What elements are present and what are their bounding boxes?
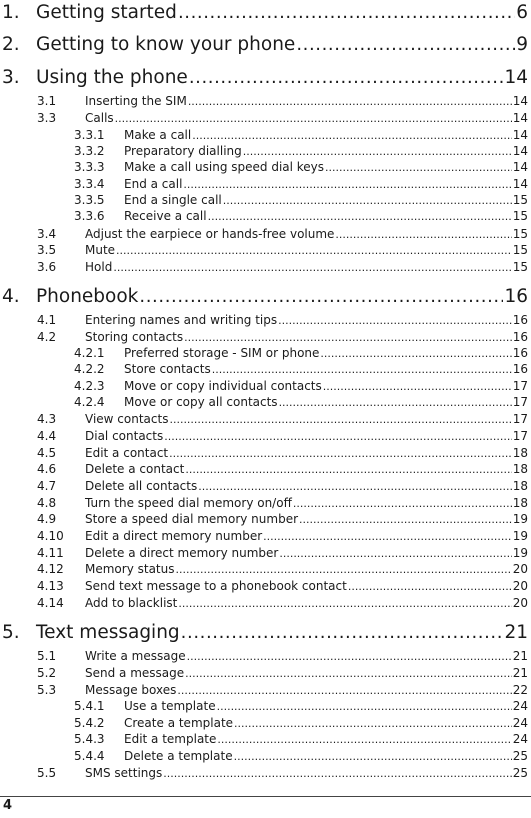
toc-entry-title: Message boxes [85,683,177,697]
toc-dot-leader [187,648,512,665]
toc-dot-leader [293,495,512,512]
toc-entry-page: 20 [512,562,528,576]
toc-entry-page: 20 [512,579,528,593]
toc-entry-page: 18 [512,446,528,460]
toc-entry-3-3-4[interactable] [74,176,528,192]
toc-dot-leader [348,578,512,595]
toc-entry-number: 4.1 [37,313,57,327]
toc-entry-title: Memory status [85,562,175,576]
toc-entry-5-5[interactable] [37,765,528,781]
toc-entry-title: Send a message [85,666,185,680]
toc-entry-number: 4.2.1 [74,346,105,360]
toc-entry-page: 25 [512,766,528,780]
toc-entry-title: Store contacts [124,362,211,376]
toc-entry-title: Entering names and writing tips [85,313,278,327]
toc-dot-leader [164,428,511,445]
toc-entry-title: Make a call using speed dial keys [124,160,325,174]
toc-entry-page: 15 [512,227,528,241]
toc-dot-leader [163,765,511,782]
toc-entry-number: 3.3.6 [74,209,105,223]
toc-entry-5-2[interactable] [37,665,528,681]
toc-entry-number: 3.1 [37,94,57,108]
toc-entry-number: 3.3 [37,111,57,125]
toc-entry-page: 18 [512,496,528,510]
toc-dot-leader [115,110,512,127]
toc-entry-page: 21 [512,649,528,663]
toc-entry-number: 4.11 [37,546,64,560]
toc-dot-leader [116,242,512,259]
toc-dot-leader [323,378,512,395]
toc-entry-page: 15 [512,209,528,223]
toc-entry-title: Make a call [124,128,192,142]
toc-entry-4-2[interactable] [37,329,528,345]
toc-entry-number: 5.3 [37,683,57,697]
toc-entry-page: 21 [512,666,528,680]
toc-dot-leader [169,411,511,428]
toc-entry-page: 16 [512,362,528,376]
toc-entry-3-3[interactable] [37,110,528,126]
toc-entry-number: 5.1 [37,649,57,663]
toc-entry-3-6[interactable] [37,259,528,275]
toc-entry-number: 3.3.1 [74,128,105,142]
toc-entry-4-9[interactable] [37,511,528,527]
toc-entry-4-12[interactable] [37,561,528,577]
toc-entry-5-4-2[interactable] [74,715,528,731]
toc-entry-5-3[interactable] [37,682,528,698]
toc-entry-page: 17 [512,412,528,426]
toc-entry-title: Storing contacts [85,330,184,344]
toc-entry-page: 14 [512,160,528,174]
toc-entry-title: Delete a contact [85,462,185,476]
toc-entry-page: 16 [512,313,528,327]
toc-entry-4-7[interactable] [37,478,528,494]
toc-dot-leader [178,595,511,612]
toc-entry-5[interactable] [2,620,528,646]
toc-entry-5-1[interactable] [37,648,528,664]
footer-divider [0,796,531,797]
toc-entry-4-1[interactable] [37,312,528,328]
toc-entry-4-4[interactable] [37,428,528,444]
toc-entry-title: Add to blacklist [85,596,178,610]
toc-dot-leader [208,208,512,225]
toc-entry-title: Phonebook [36,286,139,307]
toc-entry-title: Using the phone [36,67,188,88]
toc-dot-leader [181,620,504,646]
toc-entry-number: 4.12 [37,562,64,576]
toc-entry-5-4-1[interactable] [74,698,528,714]
toc-entry-page: 16 [512,330,528,344]
toc-entry-page: 19 [512,546,528,560]
toc-dot-leader [263,528,512,545]
toc-entry-number: 3. [2,67,20,88]
toc-entry-title: View contacts [85,412,169,426]
toc-entry-number: 5.2 [37,666,57,680]
toc-entry-title: Use a template [124,699,216,713]
toc-entry-title: Preferred storage - SIM or phone [124,346,320,360]
toc-entry-page: 9 [516,34,528,55]
toc-entry-number: 4.2.3 [74,379,105,393]
toc-entry-title: Getting to know your phone [36,34,296,55]
toc-entry-page: 6 [516,2,528,23]
toc-entry-title: Dial contacts [85,429,164,443]
toc-entry-3-3-6[interactable] [74,208,528,224]
toc-entry-title: Send text message to a phonebook contact [85,579,347,593]
toc-dot-leader [279,545,511,562]
toc-dot-leader [234,715,512,732]
toc-entry-page: 15 [512,260,528,274]
toc-entry-title: Text messaging [36,622,180,643]
toc-entry-number: 5.4.2 [74,716,105,730]
toc-entry-2[interactable] [2,32,528,58]
toc-entry-page: 18 [512,462,528,476]
toc-dot-leader [212,361,512,378]
toc-entry-page: 25 [512,749,528,763]
toc-entry-page: 14 [512,111,528,125]
toc-entry-number: 4.13 [37,579,64,593]
toc-dot-leader [192,127,512,144]
toc-entry-number: 5.5 [37,766,57,780]
toc-entry-page: 17 [512,379,528,393]
toc-entry-1[interactable] [2,0,528,26]
toc-entry-title: Mute [85,243,116,257]
toc-dot-leader [198,478,511,495]
toc-entry-4-2-4[interactable] [74,394,528,410]
toc-entry-number: 4.7 [37,479,57,493]
toc-entry-3-5[interactable] [37,242,528,258]
toc-entry-title: Receive a call [124,209,207,223]
toc-entry-page: 14 [504,67,528,88]
toc-entry-title: SMS settings [85,766,163,780]
toc-entry-number: 3.5 [37,243,57,257]
toc-entry-title: Move or copy individual contacts [124,379,322,393]
toc-dot-leader [185,665,512,682]
toc-dot-leader [183,176,511,193]
toc-entry-page: 18 [512,479,528,493]
toc-entry-number: 4.3 [37,412,57,426]
toc-dot-leader [278,312,512,329]
toc-entry-page: 24 [512,699,528,713]
toc-entry-4-11[interactable] [37,545,528,561]
toc-entry-4-10[interactable] [37,528,528,544]
toc-entry-number: 2. [2,34,20,55]
toc-dot-leader [279,394,512,411]
toc-entry-title: Edit a template [124,732,217,746]
toc-entry-4-2-2[interactable] [74,361,528,377]
toc-entry-number: 3.3.3 [74,160,105,174]
toc-entry-page: 16 [504,286,528,307]
toc-entry-4-2-3[interactable] [74,378,528,394]
toc-dot-leader [185,461,511,478]
toc-entry-3-1[interactable] [37,93,528,109]
toc-entry-number: 5. [2,622,20,643]
toc-dot-leader [176,561,512,578]
toc-entry-number: 5.4.4 [74,749,105,763]
toc-dot-leader [184,329,512,346]
toc-entry-4-6[interactable] [37,461,528,477]
toc-entry-title: Hold [85,260,113,274]
toc-entry-title: Edit a contact [85,446,169,460]
toc-entry-title: Edit a direct memory number [85,529,263,543]
toc-dot-leader [243,143,512,160]
toc-entry-title: Delete a direct memory number [85,546,279,560]
toc-dot-leader [217,698,512,715]
toc-entry-number: 4.6 [37,462,57,476]
toc-entry-number: 4.10 [37,529,64,543]
toc-entry-3-3-3[interactable] [74,159,528,175]
toc-dot-leader [113,259,511,276]
toc-dot-leader [299,511,512,528]
toc-entry-page: 17 [512,395,528,409]
toc-entry-5-4-3[interactable] [74,731,528,747]
toc-entry-title: End a call [124,177,183,191]
toc-entry-number: 4.9 [37,512,57,526]
toc-entry-page: 24 [512,732,528,746]
toc-entry-number: 3.4 [37,227,57,241]
toc-entry-title: Getting started [36,2,177,23]
toc-entry-page: 15 [512,193,528,207]
toc-entry-title: Create a template [124,716,234,730]
toc-entry-4-14[interactable] [37,595,528,611]
toc-entry-page: 14 [512,128,528,142]
toc-entry-title: Delete a template [124,749,233,763]
toc-dot-leader [234,748,512,765]
toc-entry-4[interactable] [2,284,528,310]
toc-entry-page: 16 [512,346,528,360]
toc-entry-number: 4.14 [37,596,64,610]
toc-entry-number: 4.2.2 [74,362,105,376]
toc-entry-4-8[interactable] [37,495,528,511]
toc-entry-title: Store a speed dial memory number [85,512,299,526]
toc-entry-title: Delete all contacts [85,479,198,493]
toc-entry-number: 3.6 [37,260,57,274]
toc-entry-number: 4.2.4 [74,395,105,409]
toc-dot-leader [335,226,511,243]
toc-entry-title: Calls [85,111,114,125]
toc-entry-3[interactable] [2,65,528,91]
toc-dot-leader [177,682,511,699]
toc-entry-number: 3.3.2 [74,144,105,158]
toc-entry-number: 3.3.4 [74,177,105,191]
toc-entry-number: 4. [2,286,20,307]
toc-dot-leader [169,445,512,462]
toc-dot-leader [189,65,504,91]
toc-dot-leader [325,159,512,176]
toc-entry-number: 4.5 [37,446,57,460]
toc-entry-page: 17 [512,429,528,443]
toc-dot-leader [178,0,515,26]
toc-dot-leader [223,192,512,209]
toc-entry-number: 3.3.5 [74,193,105,207]
toc-entry-page: 14 [512,177,528,191]
toc-entry-page: 14 [512,94,528,108]
toc-entry-title: Move or copy all contacts [124,395,278,409]
toc-entry-page: 19 [512,529,528,543]
toc-dot-leader [188,93,512,110]
toc-entry-title: Preparatory dialling [124,144,242,158]
toc-entry-number: 4.2 [37,330,57,344]
toc-dot-leader [296,32,515,58]
toc-entry-page: 15 [512,243,528,257]
toc-entry-4-13[interactable] [37,578,528,594]
page-number: 4 [3,798,13,813]
toc-dot-leader [217,731,511,748]
toc-dot-leader [139,284,503,310]
toc-entry-page: 19 [512,512,528,526]
toc-entry-title: Adjust the earpiece or hands-free volume [85,227,335,241]
toc-entry-title: Inserting the SIM [85,94,187,108]
toc-entry-3-3-5[interactable] [74,192,528,208]
toc-entry-5-4-4[interactable] [74,748,528,764]
toc-entry-number: 1. [2,2,20,23]
toc-entry-4-3[interactable] [37,411,528,427]
toc-entry-page: 14 [512,144,528,158]
toc-entry-4-2-1[interactable] [74,345,528,361]
toc-entry-title: Write a message [85,649,186,663]
toc-entry-page: 21 [504,622,528,643]
toc-entry-4-5[interactable] [37,445,528,461]
toc-entry-title: Turn the speed dial memory on/off [85,496,292,510]
toc-entry-page: 22 [512,683,528,697]
toc-entry-3-4[interactable] [37,226,528,242]
toc-entry-3-3-2[interactable] [74,143,528,159]
toc-entry-page: 20 [512,596,528,610]
toc-dot-leader [320,345,511,362]
toc-entry-number: 5.4.3 [74,732,105,746]
toc-entry-number: 5.4.1 [74,699,105,713]
toc-entry-number: 4.8 [37,496,57,510]
toc-entry-3-3-1[interactable] [74,127,528,143]
toc-entry-number: 4.4 [37,429,57,443]
toc-entry-page: 24 [512,716,528,730]
toc-entry-title: End a single call [124,193,222,207]
